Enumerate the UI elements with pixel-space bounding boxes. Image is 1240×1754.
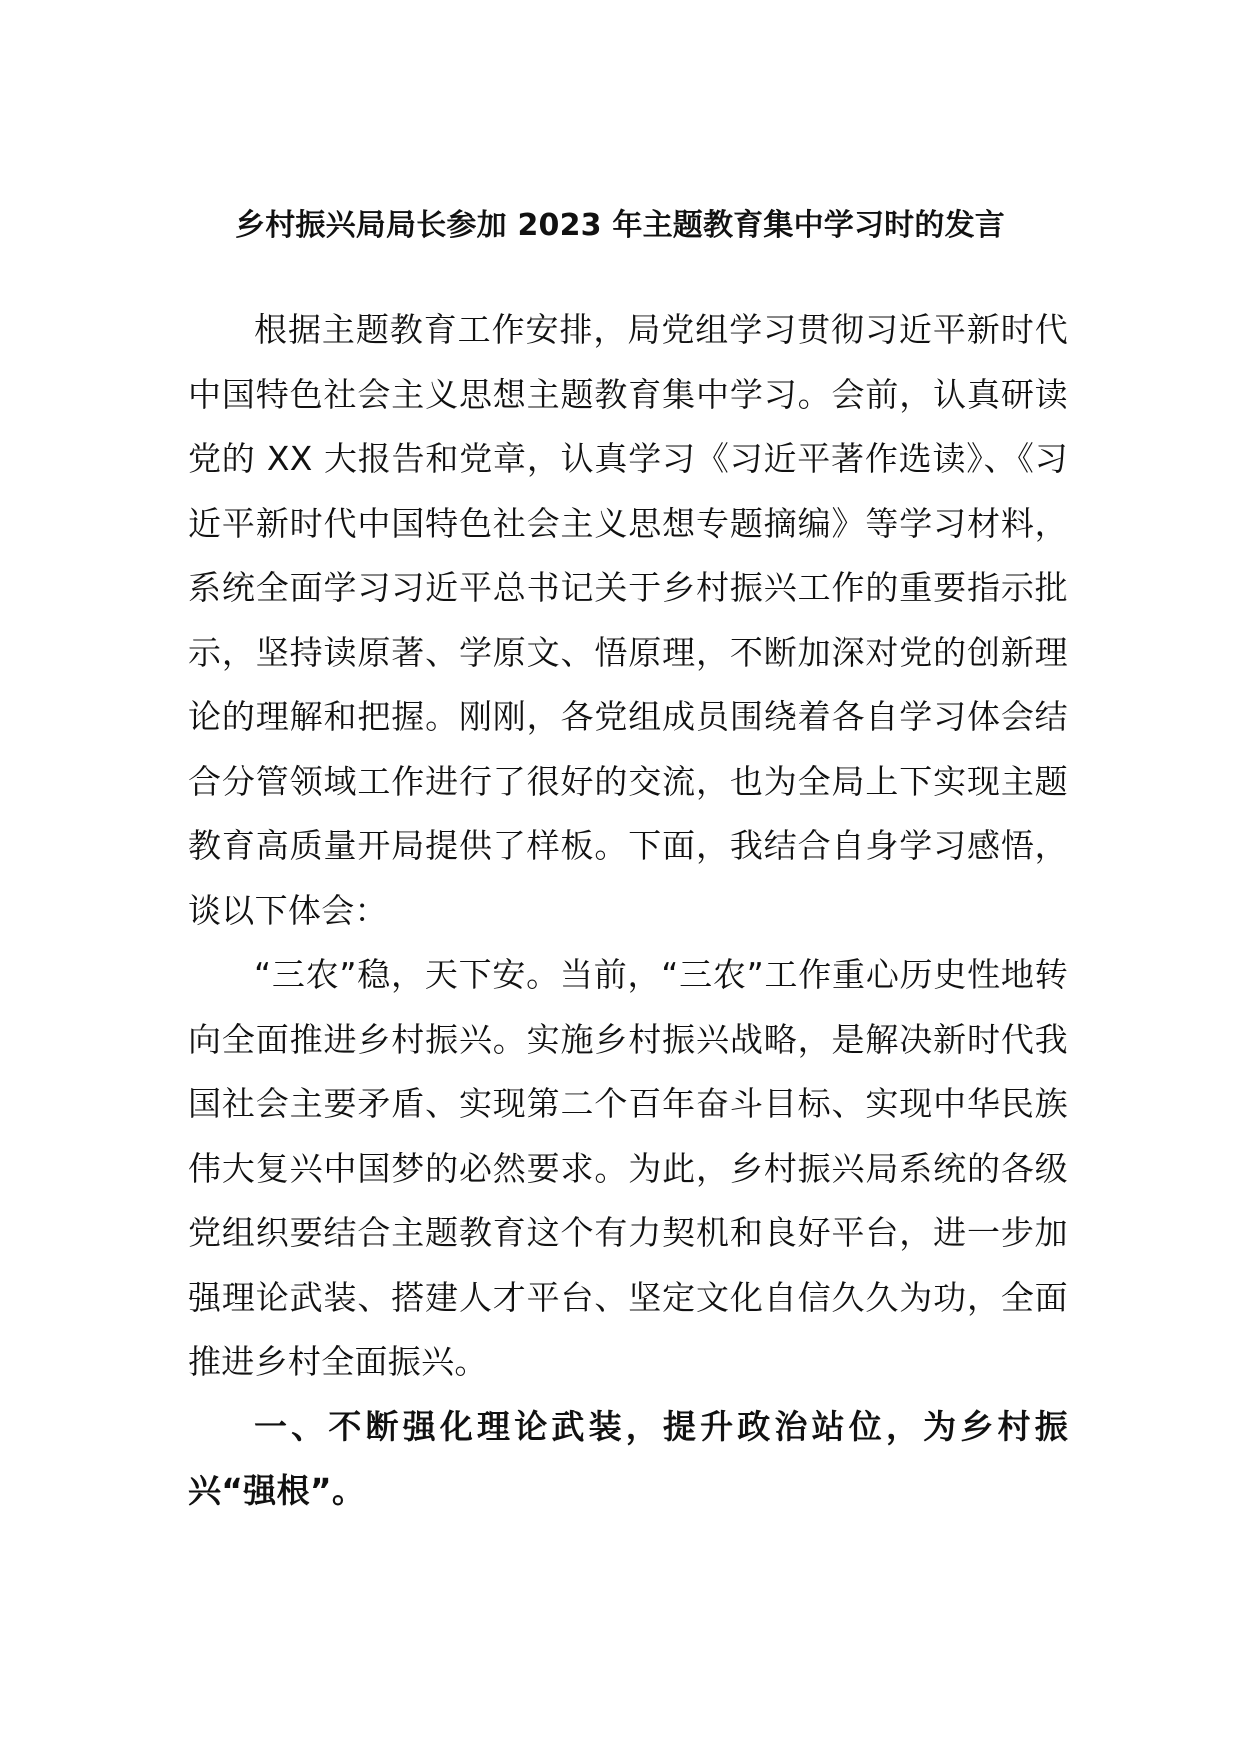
paragraph-intro: 根据主题教育工作安排，局党组学习贯彻习近平新时代中国特色社会主义思想主题教育集中学习。会前，认真研读党的 XX 大报告和党章，认真学习《习近平著作选读》、《习近平新时代中国特色社会主义思想专题摘编》等学习材料，系统全面学习习近平总书记关于乡村振兴工作的重要指示批示，坚持读原著、学原文、悟原理，不断加深对党的创新理论的理解和把握。刚刚，各党组成员围绕着各自学习体会结合分管领域工作进行了很好的交流，也为全局上下实现主题教育高质量开局提供了样板。下面，我结合自身学习感悟，谈以下体会： [188, 310, 1068, 930]
document-title: 乡村振兴局局长参加 2023 年主题教育集中学习时的发言 [235, 208, 1005, 243]
section-heading-1: 一、不断强化理论武装，提升政治站位，为乡村振兴“强根”。 [188, 1406, 1068, 1510]
document-body [188, 298, 1068, 1524]
paragraph-sannong: “三农”稳，天下安。当前，“三农”工作重心历史性地转向全面推进乡村振兴。实施乡村振兴战略，是解决新时代我国社会主要矛盾、实现第二个百年奋斗目标、实现中华民族伟大复兴中国梦的必然要求。为此，乡村振兴局系统的各级党组织要结合主题教育这个有力契机和良好平台，进一步加强理论武装、搭建人才平台、坚定文化自信久久为功，全面推进乡村全面振兴。 [188, 955, 1068, 1381]
